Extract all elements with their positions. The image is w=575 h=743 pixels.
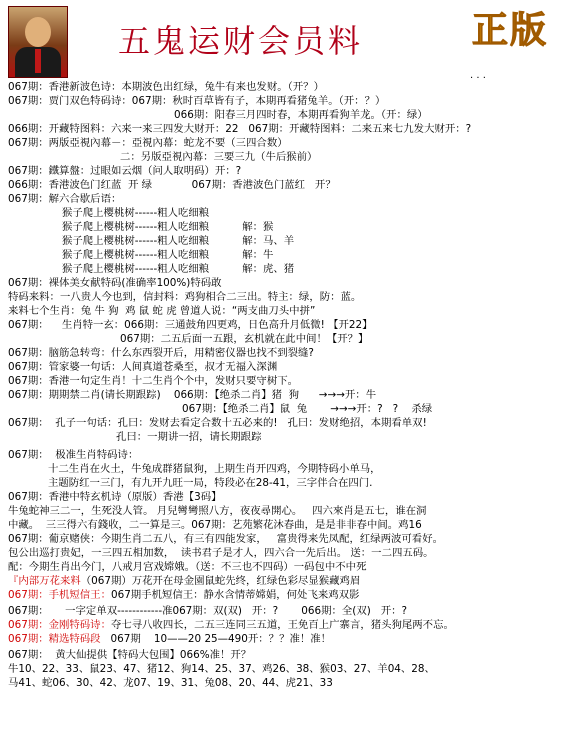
text-line: 067期：香港新波色诗：本期波色出红绿，兔牛有来也发财。（开？）	[8, 81, 324, 93]
text-line: 067期：香港一句定生肖！十二生肖个个中，发财只要守树下。	[8, 375, 298, 387]
text-line: 牛兔蛇神三二一，生死没人管。 月兒彎彎照八方，夜夜尋開心。 四六來肖是五七，谁在洞	[8, 505, 427, 517]
text-line: 066期：阳春三月四时春，本期再看狗羊龙。（开：绿）	[174, 109, 428, 121]
text-line: 067期：手机短信王：067期手机短信王：静水含情蒂嫦娟，何处飞来鸡双影	[8, 589, 360, 601]
text-line: 猴子爬上樱桃树------粗人吃细粮 解：猴	[62, 221, 274, 233]
text-line: 067期：精选特码段 067期 10——20 25—490开：？？准！准！	[8, 633, 332, 645]
text-line: 067期：管家婆一句话：人间真道苍桑至，叔才无福入深渊	[8, 361, 278, 373]
text-line: 来料七个生肖：兔 牛 狗 鸡 鼠 蛇 虎 曾道人说：“两支曲刀头中拼”	[8, 305, 316, 317]
page-title: 五鬼运财会员料	[118, 22, 364, 60]
text-line: 067期：鐵算盤：过眼如云烟（问人取明码）开：?	[8, 165, 242, 177]
text-line: 包公出巡打贵妃，一三四五相加数， 读书君子是才人，四六合一先后出。 送：一二四五码。	[8, 547, 434, 559]
text-line: 067期： 极准生肖特码诗：	[8, 449, 139, 461]
text-line: 二：另版亞視內幕：三要三九（牛后猴前）	[120, 151, 318, 163]
portrait-image	[8, 6, 68, 78]
text-line: 067期：两版亞視內幕－：亞視內幕：蛇龙不要（三四合数）	[8, 137, 288, 149]
text-line: 067期：解六合歇后语：	[8, 193, 122, 205]
text-line: 067期： 一字定单双------------准067期：双(双) 开：? 066期：全(双) 开：?	[8, 605, 407, 617]
text-line: 067期：脑筋急转弯：什么东西裂开后，用精密仪器也找不到裂缝?	[8, 347, 314, 359]
text-line: 067期： 生肖特一玄：066期：三通鼓角四更鸡，日色高升月低微! 【开22】	[8, 319, 373, 331]
text-line: 067期：葡京赌侠：今期生肖二五八，有三有四能发家， 富贵得来先凤配，红绿两波可看好。	[8, 533, 443, 545]
text-line: 067期： 黄大仙提供【特码大包围】066%准！开？	[8, 649, 252, 661]
highlight-label: 067期：手机短信王：	[8, 589, 111, 601]
text-line: 067期：【绝杀二肖】鼠 兔 →→→开：? ? 杀绿	[182, 403, 433, 415]
text-line: 十二生肖在火土，牛兔成群猪鼠狗，上期生肖开四鸡，今期特码小单马，	[48, 463, 381, 475]
text-line: 牛10、22、33、鼠23、47、猪12、狗14、25、37、鸡26、38、猴03、27、羊04、28、	[8, 663, 435, 675]
text-line: 067期：二五后面一五跟，玄机就在此中间！【开？】	[120, 333, 369, 345]
text-line: 主题防红一三门，有九开九旺一局，特段必在28-41，三字伴合在四门.	[48, 477, 373, 489]
text-line: 猴子爬上樱桃树------粗人吃细粮 解：牛	[62, 249, 274, 261]
text-line: 067期：金刚特码诗：夺七寻八收四长，二五三连同三五道，王免百上广寨言，猪头狗尾两不忘。	[8, 619, 454, 631]
highlight-label: 『内部万花来料	[8, 575, 81, 587]
text-line: 猴子爬上樱桃树------粗人吃细粮 解：马、羊	[62, 235, 295, 247]
header-dots: . . .	[470, 70, 486, 81]
header	[0, 0, 575, 82]
text-line: 『内部万花来料（067期）万花开在母金園鼠蛇先终，红绿色彩尽显猴藏鸡眉	[8, 575, 361, 587]
text-line: 猴子爬上樱桃树------粗人吃细粮 解：虎、猪	[62, 263, 295, 275]
text-line: 067期：裸体美女献特码(准确率100%)特码敢	[8, 277, 222, 289]
text-line: 067期：贾门双色特码诗：067期：秋时百草皆有子，本期再看猪兔羊。（开：？）	[8, 95, 386, 107]
text-line: 066期：开藏特图料：六来一来三四发大财开：22 067期：开藏特图料：二来五来七九发大财开：?	[8, 123, 472, 135]
text-line: 066期：香港波色门红蓝 开 绿 067期：香港波色门蓝红 开？	[8, 179, 336, 191]
text-line: 马41、蛇06、30、42、龙07、19、31、兔08、20、44、虎21、33	[8, 677, 333, 689]
text-line: 067期：香港中特玄机诗（原版）香港【3码】	[8, 491, 222, 503]
text-line: 中藏。 三三得六有錢收，二一算是三。067期：艺苑繁花沐春曲，是是非非春中间。鸡16	[8, 519, 422, 531]
genuine-badge: 正版	[472, 10, 549, 51]
text-line: 067期： 孔子一句话：孔曰：发财去看定合数十五必来的! 孔曰：发财绝招，本期看单双!	[8, 417, 427, 429]
highlight-label: 067期：金刚特码诗：	[8, 619, 111, 631]
text-line: 配：今期生肖出今门，八戒月宫戏嫦娥。（送：不三也不四码）一码包中不中死	[8, 561, 367, 573]
text-line: 猴子爬上樱桃树------粗人吃细粮	[62, 207, 210, 219]
text-line: 孔曰：一期讲一招，请长期跟踪	[116, 431, 262, 443]
text-line: 067期：期期禁二肖(请长期跟踪) 066期：【绝杀二肖】猪 狗 →→→开：牛	[8, 389, 377, 401]
highlight-label: 067期：精选特码段	[8, 633, 101, 645]
text-line: 特码来料：一八贵人今也到，信封料：鸡狗相合二三出。特主：绿，防：蓝。	[8, 291, 362, 303]
